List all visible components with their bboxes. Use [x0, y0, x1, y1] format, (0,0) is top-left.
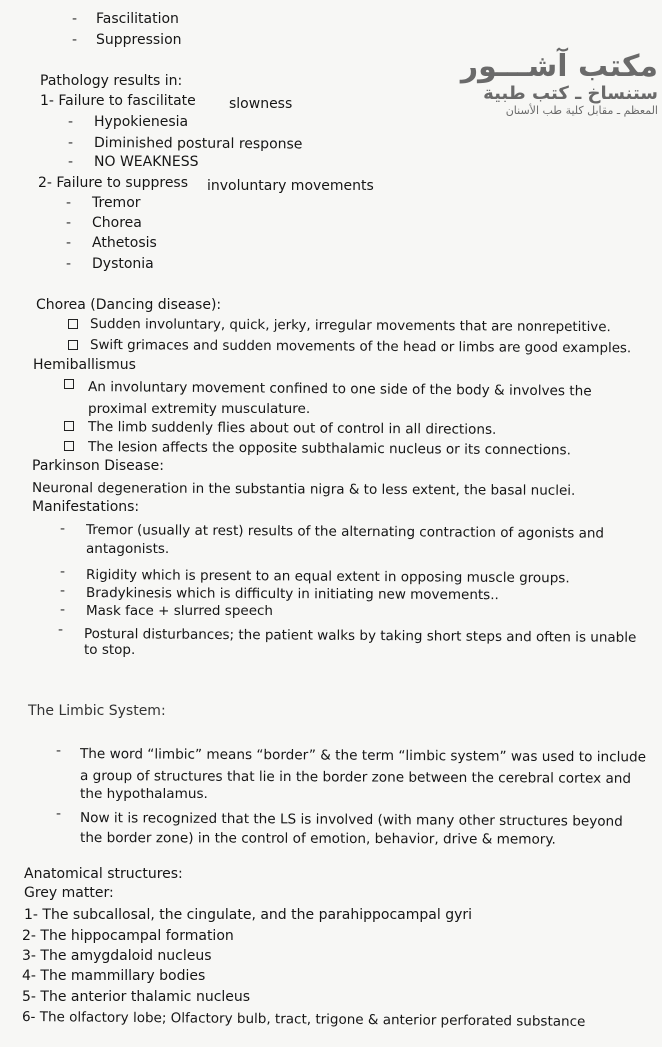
dash: - — [66, 215, 72, 231]
anatomy-item: 6- The olfactory lobe; Olfactory bulb, tract, trigone & anterior perforated substance — [21, 1009, 586, 1030]
dash: - — [72, 11, 78, 27]
list-item: Dystonia — [92, 256, 154, 272]
hemiballismus-point: The lesion affects the opposite subthalamic nucleus or its connections. — [87, 439, 571, 459]
stamp-line-3: المعظم ـ مقابل كلية طب الأسنان — [505, 104, 658, 117]
dash: - — [68, 114, 74, 130]
checkbox-bullet — [64, 441, 74, 451]
manifestations-heading: Manifestations: — [32, 499, 140, 515]
dash: - — [72, 32, 78, 48]
manifestation-item-cont: antagonists. — [86, 541, 170, 557]
manifestation-item: Bradykinesis which is difficulty in initiating new movements.. — [85, 585, 499, 604]
limbic-bullet: Now it is recognized that the LS is involved (with many other structures beyond — [79, 810, 623, 830]
dash: - — [60, 602, 66, 618]
checkbox-bullet — [64, 379, 74, 389]
dash: - — [60, 583, 66, 599]
chorea-heading: Chorea (Dancing disease): — [36, 297, 222, 313]
dash: - — [66, 235, 72, 251]
failure-suppress: 2- Failure to suppress — [38, 175, 189, 191]
list-item: Diminished postural response — [93, 135, 303, 153]
anatomy-item: 1- The subcallosal, the cingulate, and the parahippocampal gyri — [24, 907, 473, 923]
dash: - — [58, 622, 64, 638]
limbic-bullet: The word “limbic” means “border” & the term “limbic system” was used to include — [79, 746, 647, 766]
pathology-heading: Pathology results in: — [40, 73, 183, 89]
dash: - — [60, 564, 66, 580]
anatomy-item: 5- The anterior thalamic nucleus — [22, 989, 251, 1005]
manifestation-item: Mask face + slurred speech — [86, 603, 273, 619]
anatomy-heading: Anatomical structures: — [24, 866, 183, 882]
dash: - — [56, 806, 62, 822]
parkinson-definition: Neuronal degeneration in the substantia nigra & to less extent, the basal nuclei. — [31, 480, 576, 499]
hemiballismus-heading: Hemiballismus — [33, 357, 136, 373]
parkinson-heading: Parkinson Disease: — [32, 458, 164, 474]
checkbox-bullet — [68, 340, 78, 350]
limbic-bullet-cont: a group of structures that lie in the border zone between the cerebral cortex and — [79, 768, 632, 787]
stamp-line-1: مكتب آشـــور — [460, 49, 658, 84]
dash: - — [68, 135, 74, 151]
limbic-bullet-cont: the border zone) in the control of emotion, behavior, drive & memory. — [79, 830, 556, 848]
dash: - — [68, 154, 74, 170]
manifestation-item: Postural disturbances; the patient walks by taking short steps and often is unable — [83, 626, 637, 646]
anatomy-item: 4- The mammillary bodies — [22, 968, 206, 984]
list-item: Tremor — [92, 195, 141, 211]
checkbox-bullet — [64, 421, 74, 431]
limbic-bullet-cont: the hypothalamus. — [80, 786, 208, 802]
dash: - — [66, 256, 72, 272]
list-item: Chorea — [92, 215, 142, 231]
limbic-heading: The Limbic System: — [28, 703, 166, 719]
involuntary-label: involuntary movements — [207, 178, 374, 194]
stamp-line-2: ستنساخ ـ كتب طبية — [483, 83, 658, 104]
dash: - — [60, 521, 66, 537]
slowness-label: slowness — [229, 96, 293, 112]
failure-facilitate: 1- Failure to fascilitate — [40, 93, 196, 109]
manifestation-item-cont: to stop. — [84, 642, 136, 658]
list-item: Fascilitation — [96, 11, 179, 27]
dash: - — [66, 195, 72, 211]
manifestation-item: Rigidity which is present to an equal extent in opposing muscle groups. — [85, 567, 570, 587]
chorea-point: Sudden involuntary, quick, jerky, irregular movements that are nonrepetitive. — [89, 317, 611, 336]
hemiballismus-point: An involuntary movement confined to one side of the body & involves the — [87, 379, 592, 400]
chorea-point: Swift grimaces and sudden movements of the head or limbs are good examples. — [89, 338, 632, 357]
checkbox-bullet — [68, 319, 78, 329]
anatomy-item: 2- The hippocampal formation — [22, 928, 234, 944]
hemiballismus-point-cont: proximal extremity musculature. — [88, 401, 311, 417]
hemiballismus-point: The limb suddenly flies about out of control in all directions. — [87, 419, 497, 438]
dash: - — [56, 743, 62, 759]
anatomy-item: 3- The amygdaloid nucleus — [22, 948, 212, 964]
manifestation-item: Tremor (usually at rest) results of the alternating contraction of agonists and — [85, 522, 605, 542]
list-item: NO WEAKNESS — [94, 154, 199, 170]
grey-matter-label: Grey matter: — [24, 885, 114, 901]
bookstore-stamp — [461, 50, 658, 118]
list-item: Athetosis — [92, 235, 157, 251]
list-item: Hypokienesia — [94, 114, 189, 130]
list-item: Suppression — [96, 32, 182, 48]
